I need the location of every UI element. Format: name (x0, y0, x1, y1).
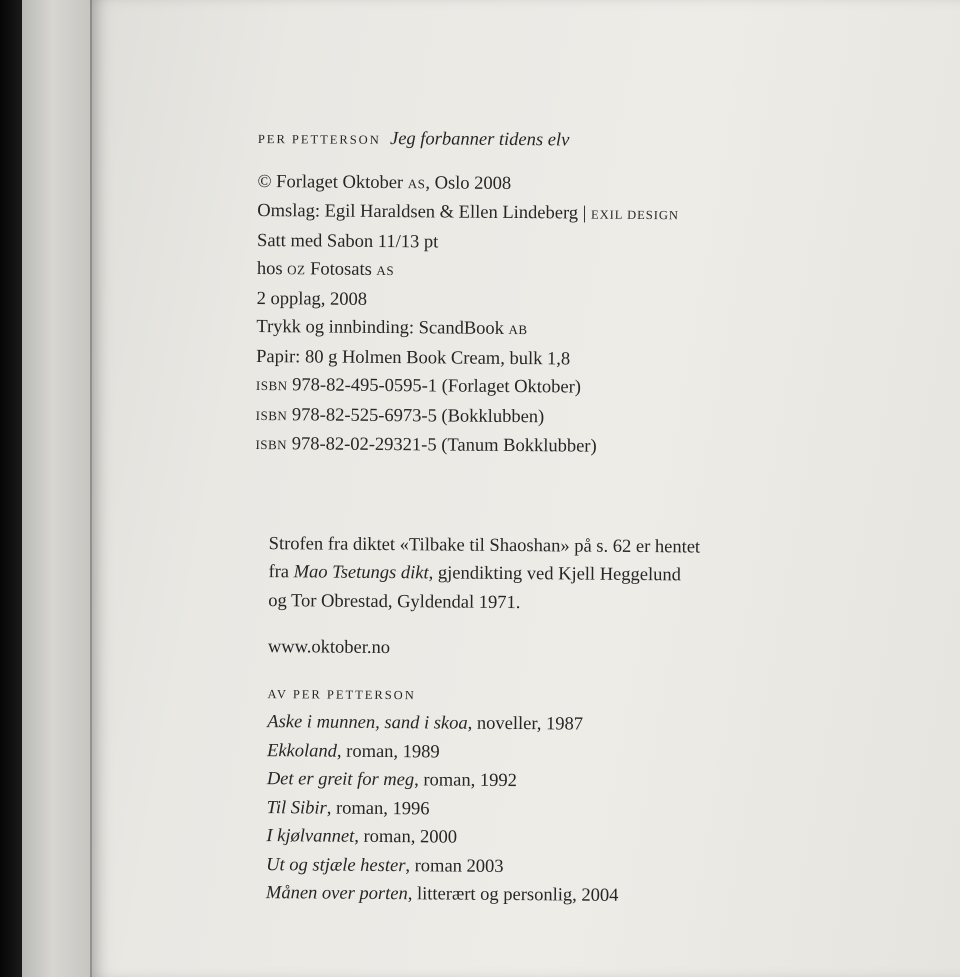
work-title: Månen over porten (265, 883, 408, 905)
bibliography-item (267, 708, 853, 741)
bibliography-item (267, 794, 853, 827)
bibliography-item (266, 822, 852, 855)
isbn-line (256, 400, 856, 434)
dark-background-edge (0, 0, 22, 977)
work-title: Aske i munnen, sand i skoa (267, 712, 468, 734)
work-detail: , roman 2003 (405, 855, 504, 877)
bibliography-heading: AV PER PETTERSON (267, 686, 416, 702)
work-detail: , roman, 2000 (354, 826, 458, 848)
work-detail: , roman, 1996 (326, 798, 430, 819)
bibliography-item (266, 879, 852, 912)
copyright-line (257, 167, 857, 201)
edition-line: 2 opplag, 2008 (256, 288, 368, 310)
book-title: Jeg forbanner tidens elv (389, 129, 570, 151)
isbn-number: 978-82-525-6973-5 (Bokklubben) (287, 404, 545, 427)
print-ab: AB (508, 321, 528, 338)
title-line (258, 124, 858, 158)
credit-line-1: Strofen fra diktet «Tilbake til Shaoshan» på s. 62 er hentet (268, 533, 701, 557)
cover-credit: Omslag: Egil Haraldsen & Ellen Lindeberg | (257, 200, 592, 224)
typesetter-prefix: hos (256, 258, 288, 280)
typesetter-as: AS (376, 262, 395, 279)
copyright-as: AS (407, 175, 426, 191)
credit-paragraph (252, 529, 855, 912)
cover-studio: EXIL DESIGN (590, 207, 680, 223)
copyright-place: , Oslo 2008 (425, 172, 512, 194)
typesetter-line (257, 255, 857, 289)
credit-source-title: Mao Tsetungs dikt (293, 562, 429, 584)
isbn-label: ISBN (255, 377, 288, 394)
cover-line (257, 197, 857, 231)
work-detail: , roman, 1989 (336, 741, 440, 762)
isbn-number: 978-82-02-29321-5 (Tanum Bokklubber) (287, 434, 597, 457)
paper-line: Papir: 80 g Holmen Book Cream, bulk 1,8 (256, 346, 571, 369)
print-credit: Trykk og innbinding: ScandBook (256, 316, 509, 339)
work-title: I kjølvannet (266, 826, 355, 847)
isbn-label: ISBN (255, 436, 288, 453)
isbn-label: ISBN (255, 407, 288, 423)
underlying-page-edge (22, 0, 90, 977)
bibliography-item (266, 851, 852, 884)
typeset-line: Satt med Sabon 11/13 pt (257, 230, 439, 252)
work-title: Til Sibir (266, 797, 327, 819)
isbn-line (255, 430, 855, 464)
website-url: www.oktober.no (267, 637, 391, 659)
bibliography-item (267, 737, 853, 770)
isbn-number: 978-82-495-0595-1 (Forlaget Oktober) (287, 375, 582, 398)
work-title: Ut og stjæle hester (266, 854, 406, 876)
page-gutter-shadow (90, 0, 92, 977)
work-detail: , roman, 1992 (414, 770, 517, 792)
credit-translator: , gjendikting ved Kjell Heggelund (428, 563, 681, 586)
credit-line-2 (268, 558, 854, 591)
typesetter-oz: OZ (287, 262, 306, 278)
copyright-text: © Forlaget Oktober (257, 171, 408, 193)
work-detail: , litterært og personlig, 2004 (407, 884, 619, 906)
bibliography-item (267, 765, 853, 798)
credit-prefix: fra (268, 562, 294, 583)
work-title: Ekkoland (267, 740, 338, 762)
work-title: Det er greit for meg (266, 769, 415, 791)
colophon-text (252, 124, 858, 912)
typesetter-name: Fotosats (305, 259, 377, 280)
credit-line-3: og Tor Obrestad, Gyldendal 1971. (268, 590, 521, 613)
print-line (256, 313, 856, 347)
author-name: PER PETTERSON (257, 131, 381, 147)
isbn-line (256, 371, 856, 405)
work-detail: , noveller, 1987 (467, 713, 584, 735)
